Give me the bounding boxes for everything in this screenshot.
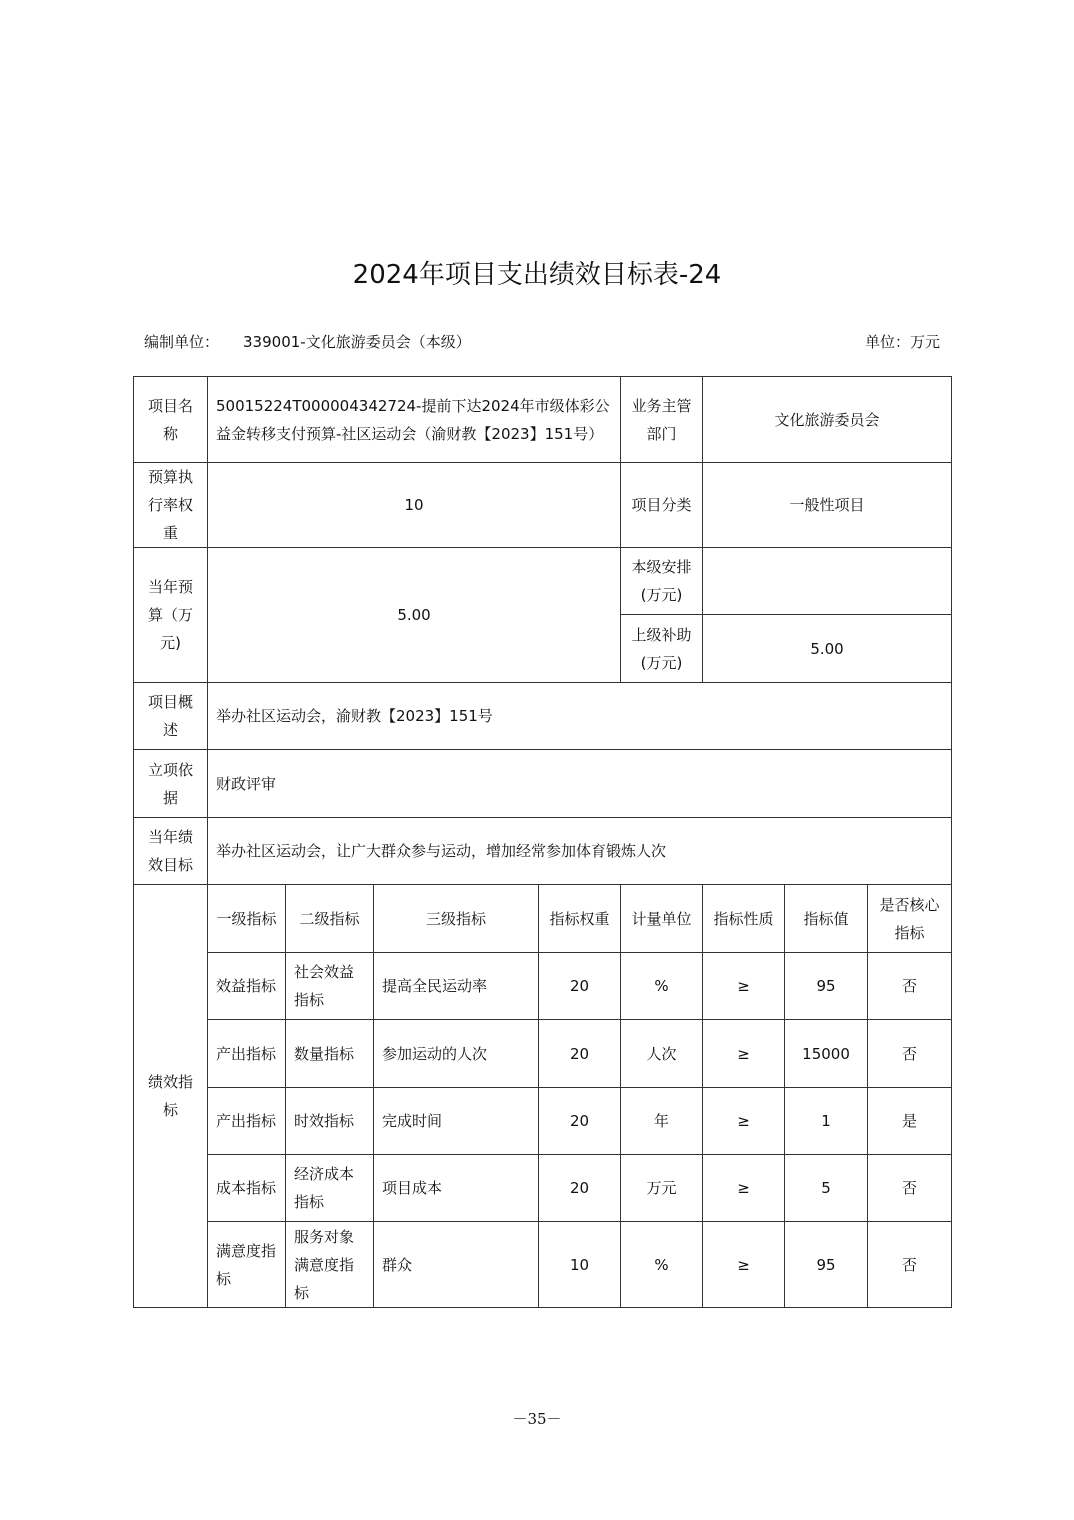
superior-funding-label: 上级补助(万元) — [621, 615, 703, 683]
category-value: 一般性项目 — [703, 463, 952, 548]
page-title: 2024年项目支出绩效目标表-24 — [352, 260, 722, 290]
table-row — [134, 1222, 952, 1308]
row-level3: 提高全民运动率 — [374, 953, 539, 1020]
row-level2: 数量指标 — [286, 1020, 374, 1088]
row-level3: 项目成本 — [374, 1155, 539, 1222]
row-level3: 群众 — [374, 1222, 539, 1308]
basis-label: 立项依据 — [134, 750, 208, 818]
header-level3: 三级指标 — [374, 885, 539, 953]
table-row — [134, 1020, 952, 1088]
header-level1: 一级指标 — [208, 885, 286, 953]
row-level2: 社会效益指标 — [286, 953, 374, 1020]
row-level1: 产出指标 — [208, 1088, 286, 1155]
row-nature: ≥ — [703, 953, 785, 1020]
row-level2: 经济成本指标 — [286, 1155, 374, 1222]
row-value: 95 — [785, 953, 868, 1020]
row-level2: 时效指标 — [286, 1088, 374, 1155]
currency-unit: 单位：万元 — [864, 333, 940, 351]
row-core: 是 — [868, 1088, 952, 1155]
row-value: 15000 — [785, 1020, 868, 1088]
header-nature: 指标性质 — [703, 885, 785, 953]
row-value: 95 — [785, 1222, 868, 1308]
row-core: 否 — [868, 1155, 952, 1222]
exec-rate-label: 预算执行率权重 — [134, 463, 208, 548]
row-unit: % — [621, 1222, 703, 1308]
header-core: 是否核心指标 — [868, 885, 952, 953]
row-weight: 20 — [539, 1020, 621, 1088]
exec-rate-value: 10 — [208, 463, 621, 548]
header-level2: 二级指标 — [286, 885, 374, 953]
row-unit: 年 — [621, 1088, 703, 1155]
table-row — [134, 953, 952, 1020]
dept-value: 文化旅游委员会 — [703, 377, 952, 463]
local-funding-value — [703, 548, 952, 615]
compiling-unit-label: 编制单位： — [144, 333, 220, 351]
row-weight: 20 — [539, 1088, 621, 1155]
row-nature: ≥ — [703, 1222, 785, 1308]
table-row — [134, 1088, 952, 1155]
overview-label: 项目概述 — [134, 683, 208, 750]
indicators-section-label: 绩效指标 — [134, 885, 208, 1308]
project-name-value: 50015224T000004342724-提前下达2024年市级体彩公益金转移支付预算-社区运动会（渝财教【2023】151号） — [208, 377, 621, 463]
header-value: 指标值 — [785, 885, 868, 953]
row-weight: 20 — [539, 1155, 621, 1222]
row-level1: 满意度指标 — [208, 1222, 286, 1308]
goal-value: 举办社区运动会，让广大群众参与运动，增加经常参加体育锻炼人次 — [208, 818, 952, 885]
local-funding-label: 本级安排(万元) — [621, 548, 703, 615]
overview-value: 举办社区运动会，渝财教【2023】151号 — [208, 683, 952, 750]
header-weight: 指标权重 — [539, 885, 621, 953]
row-weight: 20 — [539, 953, 621, 1020]
table-row — [134, 1155, 952, 1222]
row-unit: 万元 — [621, 1155, 703, 1222]
row-level3: 参加运动的人次 — [374, 1020, 539, 1088]
row-weight: 10 — [539, 1222, 621, 1308]
budget-value: 5.00 — [208, 548, 621, 683]
dept-label: 业务主管部门 — [621, 377, 703, 463]
basis-value: 财政评审 — [208, 750, 952, 818]
header-unit: 计量单位 — [621, 885, 703, 953]
row-value: 1 — [785, 1088, 868, 1155]
row-level3: 完成时间 — [374, 1088, 539, 1155]
row-core: 否 — [868, 1020, 952, 1088]
row-unit: 人次 — [621, 1020, 703, 1088]
row-unit: % — [621, 953, 703, 1020]
row-nature: ≥ — [703, 1088, 785, 1155]
superior-funding-value: 5.00 — [703, 615, 952, 683]
row-nature: ≥ — [703, 1155, 785, 1222]
compiling-unit — [144, 331, 471, 353]
row-nature: ≥ — [703, 1020, 785, 1088]
project-name-label: 项目名称 — [134, 377, 208, 463]
budget-label: 当年预算（万元) — [134, 548, 208, 683]
row-level1: 效益指标 — [208, 953, 286, 1020]
row-core: 否 — [868, 953, 952, 1020]
category-label: 项目分类 — [621, 463, 703, 548]
goal-label: 当年绩效目标 — [134, 818, 208, 885]
row-value: 5 — [785, 1155, 868, 1222]
row-level1: 产出指标 — [208, 1020, 286, 1088]
performance-target-table — [133, 376, 952, 1308]
compiling-unit-value: 339001-文化旅游委员会（本级） — [243, 333, 471, 351]
row-level1: 成本指标 — [208, 1155, 286, 1222]
row-core: 否 — [868, 1222, 952, 1308]
row-level2: 服务对象满意度指标 — [286, 1222, 374, 1308]
page-number: －35－ — [512, 1410, 562, 1428]
